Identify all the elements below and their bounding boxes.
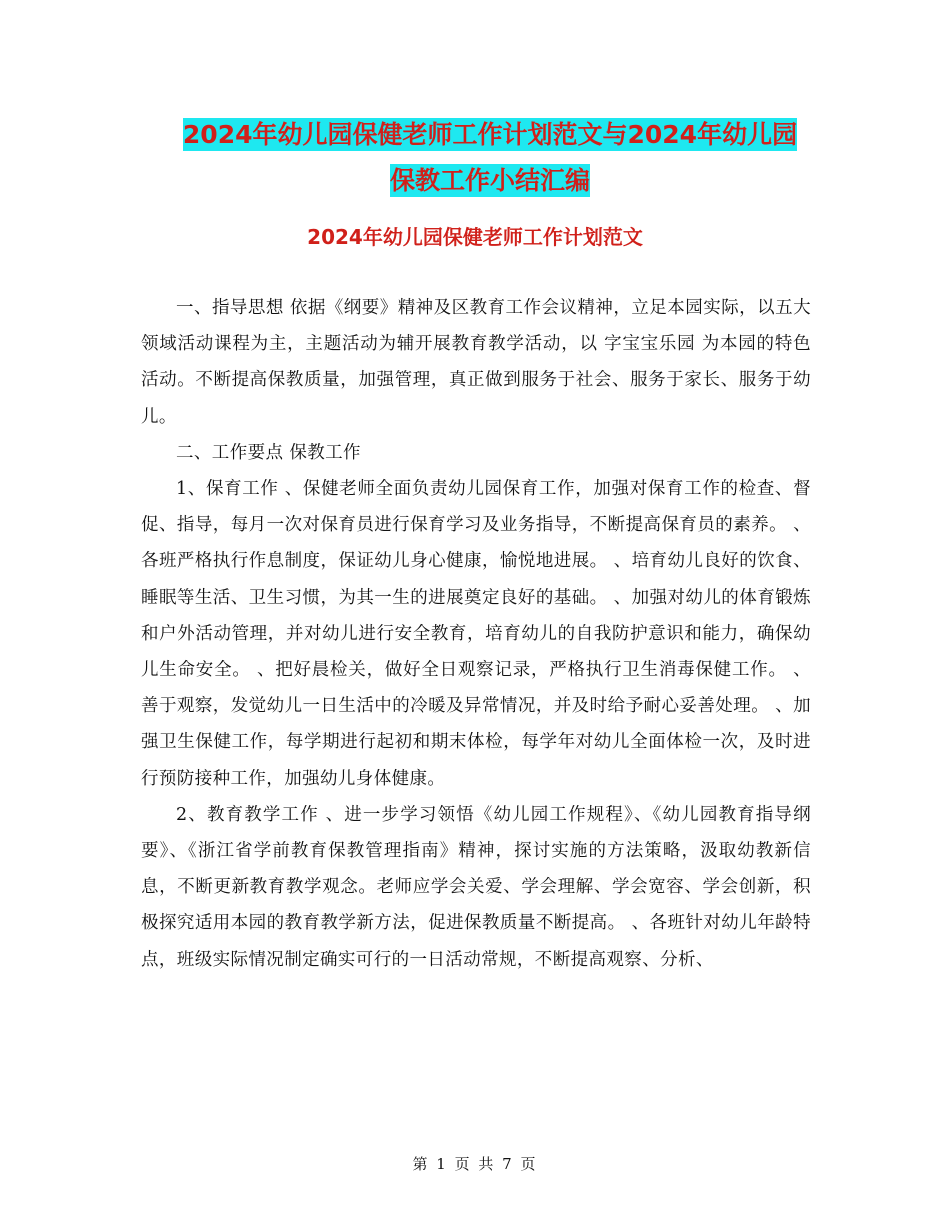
page-footer: 第 1 页 共 7 页 — [412, 1155, 538, 1173]
document-body — [141, 290, 811, 978]
document-title — [140, 112, 840, 204]
title-line-1: 2024年幼儿园保健老师工作计划范文与2024年幼儿园 — [182, 120, 798, 149]
section-title: 2024年幼儿园保健老师工作计划范文 — [307, 225, 643, 249]
paragraph-work-points: 二、工作要点 保教工作 — [176, 442, 361, 463]
title-line-2: 保教工作小结汇编 — [389, 166, 590, 195]
paragraph-guiding-thought: 一、指导思想 依据《纲要》精神及区教育工作会议精神，立足本园实际，以五大领域活动课程为主，主题活动为辅开展教育教学活动，以 字宝宝乐园 为本园的特色活动。不断提高保教质量，加强管理，真正做到服务于社会、服务于家长、服务于幼儿。 — [141, 298, 811, 427]
paragraph-teaching-work: 2、教育教学工作 、进一步学习领悟《幼儿园工作规程》、《幼儿园教育指导纲要》、《浙江省学前教育保教管理指南》精神，探讨实施的方法策略，汲取幼教新信息，不断更新教育教学观念。老师应学会关爱、学会理解、学会宽容、学会创新，积极探究适用本园的教育教学新方法，促进保教质量不断提高。 、各班针对幼儿年龄特点，班级实际情况制定确实可行的一日活动常规，不断提高观察、分析、 — [141, 804, 811, 970]
paragraph-childcare-work: 1、保育工作 、保健老师全面负责幼儿园保育工作，加强对保育工作的检查、督促、指导，每月一次对保育员进行保育学习及业务指导，不断提高保育员的素养。 、各班严格执行作息制度，保证幼儿身心健康，愉悦地进展。 、培育幼儿良好的饮食、睡眠等生活、卫生习惯，为其一生的进展奠定良好的基础。 、加强对幼儿的体育锻炼和户外活动管理，并对幼儿进行安全教育，培育幼儿的自我防护意识和能力，确保幼儿生命安全。 、把好晨检关，做好全日观察记录，严格执行卫生消毒保健工作。 、善于观察，发觉幼儿一日生活中的冷暖及异常情况，并及时给予耐心妥善处理。 、加强卫生保健工作，每学期进行起初和期末体检，每学年对幼儿全面体检一次，及时进行预防接种工作，加强幼儿身体健康。 — [141, 479, 811, 789]
